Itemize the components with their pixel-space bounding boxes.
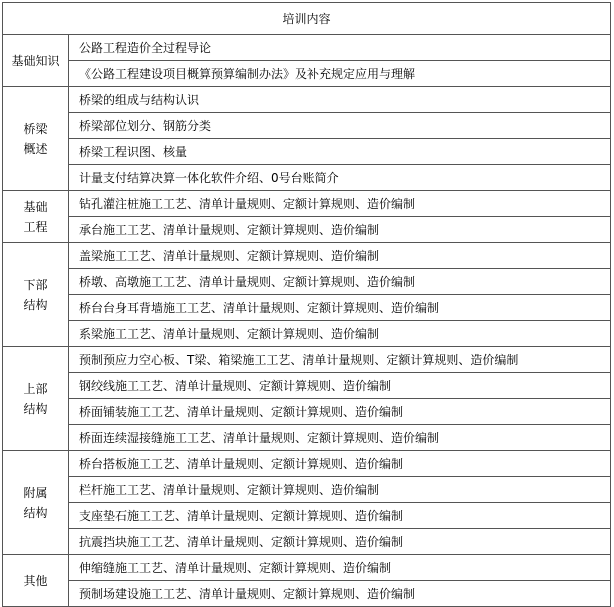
content-item: 桥梁工程识图、核量 xyxy=(69,139,611,165)
table-row xyxy=(3,451,611,477)
content-item: 桥梁的组成与结构认识 xyxy=(69,87,611,113)
table-row xyxy=(3,425,611,451)
content-item: 桥面铺装施工工艺、清单计量规则、定额计算规则、造价编制 xyxy=(69,399,611,425)
table-row xyxy=(3,113,611,139)
content-item: 桥墩、高墩施工工艺、清单计量规则、定额计算规则、造价编制 xyxy=(69,269,611,295)
content-item: 系梁施工工艺、清单计量规则、定额计算规则、造价编制 xyxy=(69,321,611,347)
table-row xyxy=(3,217,611,243)
content-item: 桥台台身耳背墙施工工艺、清单计量规则、定额计算规则、造价编制 xyxy=(69,295,611,321)
table-row xyxy=(3,87,611,113)
table-row xyxy=(3,373,611,399)
content-item: 桥台搭板施工工艺、清单计量规则、定额计算规则、造价编制 xyxy=(69,451,611,477)
category-cell: 基础 工程 xyxy=(3,191,69,243)
table-row xyxy=(3,61,611,87)
content-item: 承台施工工艺、清单计量规则、定额计算规则、造价编制 xyxy=(69,217,611,243)
table-row xyxy=(3,191,611,217)
table-row xyxy=(3,295,611,321)
table-row xyxy=(3,477,611,503)
content-item: 盖梁施工工艺、清单计量规则、定额计算规则、造价编制 xyxy=(69,243,611,269)
table-row xyxy=(3,243,611,269)
category-cell: 桥梁 概述 xyxy=(3,87,69,191)
category-cell: 基础知识 xyxy=(3,35,69,87)
category-cell: 附属 结构 xyxy=(3,451,69,555)
table-row xyxy=(3,269,611,295)
content-item: 钢绞线施工工艺、清单计量规则、定额计算规则、造价编制 xyxy=(69,373,611,399)
header-row xyxy=(3,3,611,35)
content-item: 预制预应力空心板、T梁、箱梁施工工艺、清单计量规则、定额计算规则、造价编制 xyxy=(69,347,611,373)
table-row xyxy=(3,165,611,191)
content-item: 栏杆施工工艺、清单计量规则、定额计算规则、造价编制 xyxy=(69,477,611,503)
table-row xyxy=(3,321,611,347)
category-cell: 下部 结构 xyxy=(3,243,69,347)
content-item: 抗震挡块施工工艺、清单计量规则、定额计算规则、造价编制 xyxy=(69,529,611,555)
content-item: 钻孔灌注桩施工工艺、清单计量规则、定额计算规则、造价编制 xyxy=(69,191,611,217)
content-item: 伸缩缝施工工艺、清单计量规则、定额计算规则、造价编制 xyxy=(69,555,611,581)
table-row xyxy=(3,399,611,425)
content-item: 桥梁部位划分、钢筋分类 xyxy=(69,113,611,139)
table-row xyxy=(3,347,611,373)
content-item: 预制场建设施工工艺、清单计量规则、定额计算规则、造价编制 xyxy=(69,581,611,607)
table-body xyxy=(3,3,611,607)
table-row xyxy=(3,555,611,581)
table-row xyxy=(3,503,611,529)
training-content-table xyxy=(2,2,611,607)
table-row xyxy=(3,529,611,555)
content-item: 《公路工程建设项目概算预算编制办法》及补充规定应用与理解 xyxy=(69,61,611,87)
table-row xyxy=(3,139,611,165)
table-row xyxy=(3,581,611,607)
content-item: 支座垫石施工工艺、清单计量规则、定额计算规则、造价编制 xyxy=(69,503,611,529)
content-item: 计量支付结算决算一体化软件介绍、0号台账简介 xyxy=(69,165,611,191)
content-item: 公路工程造价全过程导论 xyxy=(69,35,611,61)
content-item: 桥面连续湿接缝施工工艺、清单计量规则、定额计算规则、造价编制 xyxy=(69,425,611,451)
category-cell: 其他 xyxy=(3,555,69,607)
table-row xyxy=(3,35,611,61)
category-cell: 上部 结构 xyxy=(3,347,69,451)
table-header: 培训内容 xyxy=(3,3,611,35)
